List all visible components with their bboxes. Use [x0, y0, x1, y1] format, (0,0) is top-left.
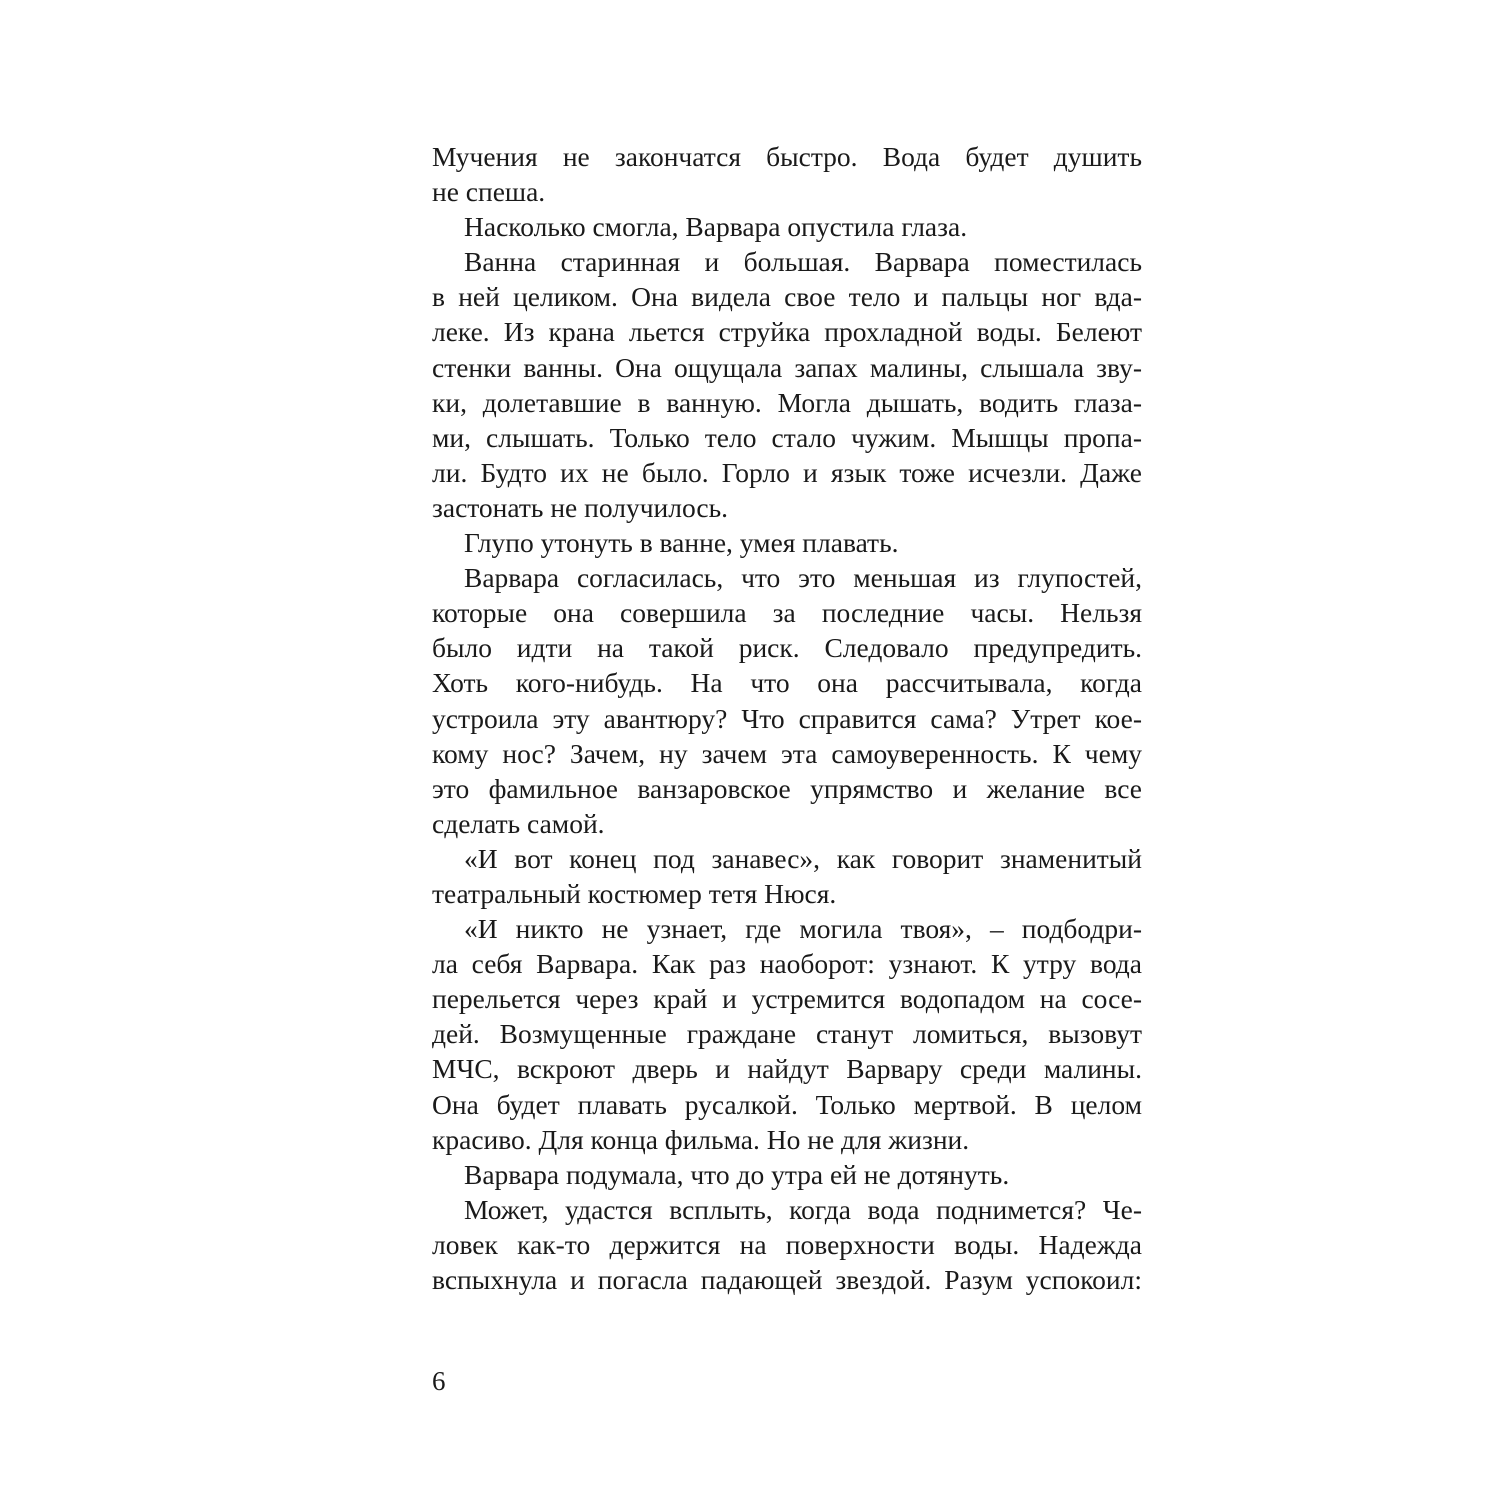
text-line: леке. Из крана льется струйка прохладной воды. Белеют [432, 316, 1142, 348]
text-line: ла себя Варвара. Как раз наоборот: узнают. К утру вода [432, 948, 1142, 980]
text-line: Может, удастся всплыть, когда вода поднимется? Че- [464, 1193, 1142, 1225]
text-line: это фамильное ванзаровское упрямство и желание все [432, 772, 1142, 804]
text-line: сделать самой. [432, 807, 605, 839]
text-line: «И вот конец под занавес», как говорит знаменитый [464, 842, 1142, 874]
text-line: было идти на такой риск. Следовало предупредить. [432, 632, 1142, 664]
text-line: вспыхнула и погасла падающей звездой. Разум успокоил: [432, 1264, 1142, 1295]
body-text [432, 139, 1142, 1297]
text-line: не спеша. [432, 176, 546, 208]
text-line: дей. Возмущенные граждане станут ломиться, вызовут [432, 1018, 1142, 1050]
text-line: устроила эту авантюру? Что справится сама? Утрет кое- [432, 702, 1142, 734]
text-line: в ней целиком. Она видела свое тело и пальцы ног вда- [432, 281, 1142, 313]
text-line: МЧС, вскроют дверь и найдут Варвару среди малины. [432, 1053, 1142, 1085]
text-line: ли. Будто их не было. Горло и язык тоже исчезли. Даже [432, 456, 1142, 488]
text-line: ловек как-то держится на поверхности воды. Надежда [432, 1228, 1142, 1260]
text-line: кому нос? Зачем, ну зачем эта самоуверенность. К чему [432, 737, 1142, 769]
text-line: перельется через край и устремится водопадом на сосе- [432, 983, 1142, 1015]
text-line: Она будет плавать русалкой. Только мертвой. В целом [432, 1088, 1142, 1120]
text-line: Насколько смогла, Варвара опустила глаза. [464, 211, 968, 243]
text-line: Хоть кого-нибудь. На что она рассчитывала, когда [432, 667, 1142, 699]
text-line: застонать не получилось. [432, 491, 729, 523]
text-line: театральный костюмер тетя Нюся. [432, 877, 837, 909]
text-line: которые она совершила за последние часы. Нельзя [432, 597, 1142, 629]
text-line: Варвара подумала, что до утра ей не дотянуть. [464, 1158, 1010, 1190]
text-line: Ванна старинная и большая. Варвара поместилась [464, 246, 1142, 278]
text-line: ми, слышать. Только тело стало чужим. Мышцы пропа- [432, 421, 1142, 453]
text-line: «И никто не узнает, где могила твоя», – подбодри- [464, 913, 1142, 945]
text-line: красиво. Для конца фильма. Но не для жизни. [432, 1123, 970, 1155]
text-line: стенки ванны. Она ощущала запах малины, слышала зву- [432, 351, 1142, 383]
text-line: Мучения не закончатся быстро. Вода будет душить [432, 141, 1142, 172]
text-line: Варвара согласилась, что это меньшая из глупостей, [464, 562, 1142, 594]
text-line: ки, долетавшие в ванную. Могла дышать, водить глаза- [432, 386, 1142, 418]
text-line: Глупо утонуть в ванне, умея плавать. [464, 527, 899, 559]
page-number: 6 [432, 1366, 446, 1396]
